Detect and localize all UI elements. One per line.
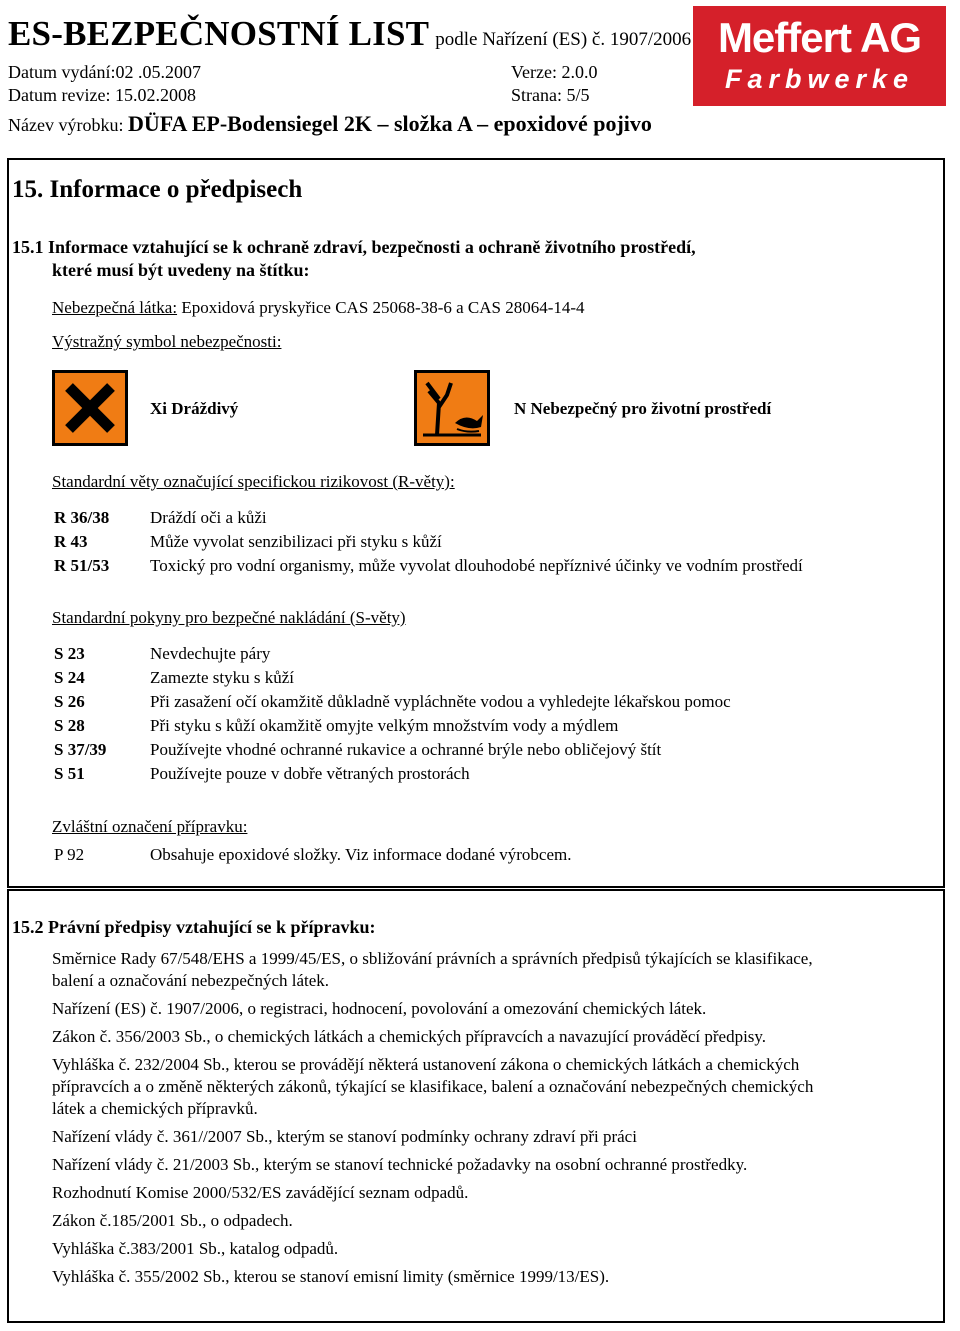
r-code: R 51/53 [54, 556, 110, 575]
legal-line: balení a označování nebezpečných látek. [52, 971, 330, 990]
legal-line: Nařízení vlády č. 21/2003 Sb., kterým se stanoví technické požadavky na osobní ochranné prostředky. [52, 1155, 748, 1174]
legal-line: přípravcích a o změně některých zákonů, týkající se klasifikace, balení a označování nebezpečných chemických [52, 1077, 814, 1096]
logo-line2: Farbwerke [724, 64, 915, 94]
legal-line: Rozhodnutí Komise 2000/532/ES zavádějící seznam odpadů. [52, 1183, 469, 1202]
title-text: ES-BEZPEČNOSTNÍ LIST [8, 14, 430, 53]
r-text: Může vyvolat senzibilizaci při styku s kůží [150, 532, 442, 551]
r-code: R 43 [54, 532, 88, 551]
sub1-title-line2: které musí být uvedeny na štítku: [52, 260, 310, 280]
s-code: S 23 [54, 644, 85, 663]
legal-line: Zákon č.185/2001 Sb., o odpadech. [52, 1211, 293, 1230]
s-text: Nevdechujte páry [150, 644, 271, 663]
x-cross-icon [52, 370, 128, 446]
symbol-n-label: N Nebezpečný pro životní prostředí [514, 399, 772, 418]
r-phrases-heading: Standardní věty označující specifickou rizikovost (R-věty): [52, 472, 455, 491]
issue-date: Datum vydání:02 .05.2007 [8, 62, 201, 82]
s-code: S 28 [54, 716, 85, 735]
legal-line: Nařízení vlády č. 361//2007 Sb., kterým se stanoví podmínky ochrany zdraví při práci [52, 1127, 637, 1146]
s-text: Používejte pouze v dobře větraných prostorách [150, 764, 470, 783]
product-name: DÜFA EP-Bodensiegel 2K – složka A – epoxidové pojivo [127, 111, 652, 136]
r-code: R 36/38 [54, 508, 110, 527]
special-heading: Zvláštní označení přípravku: [52, 817, 248, 836]
hazard-substance-value: Epoxidová pryskyřice CAS 25068-38-6 a CAS 28064-14-4 [181, 298, 585, 317]
company-logo [693, 6, 946, 106]
s-phrases-heading: Standardní pokyny pro bezpečné nakládání (S-věty) [52, 608, 406, 627]
legal-line: Zákon č. 356/2003 Sb., o chemických látkách a chemických přípravcích a navazující prováděcí předpisy. [52, 1027, 767, 1046]
s-code: S 24 [54, 668, 85, 687]
hazard-substance-label: Nebezpečná látka: [52, 298, 178, 317]
r-text: Dráždí oči a kůži [150, 508, 267, 527]
document-title [8, 14, 691, 54]
symbol-xi-label: Xi Dráždivý [150, 399, 239, 418]
sub1-title-line1: 15.1 Informace vztahující se k ochraně zdraví, bezpečnosti a ochraně životního prostředí, [12, 237, 696, 257]
r-text: Toxický pro vodní organismy, může vyvolat dlouhodobé nepříznivé účinky ve vodním prostředí [150, 556, 803, 575]
s-text: Při styku s kůží okamžitě omyjte velkým množstvím vody a mýdlem [150, 716, 619, 735]
legal-line: Směrnice Rady 67/548/EHS a 1999/45/ES, o sbližování právních a správních předpisů týkajících se klasifikace, [52, 949, 813, 968]
s-code: S 26 [54, 692, 85, 711]
section-title: 15. Informace o předpisech [12, 176, 303, 203]
revision-date: Datum revize: 15.02.2008 [8, 85, 196, 105]
version: Verze: 2.0.0 [511, 62, 598, 82]
s-code: S 51 [54, 764, 85, 783]
page-number: Strana: 5/5 [511, 85, 590, 105]
logo-line1: Meffert AG [717, 14, 922, 61]
legal-line: Nařízení (ES) č. 1907/2006, o registraci, hodnocení, povolování a omezování chemických látek. [52, 999, 707, 1018]
product-label: Název výrobku: [8, 115, 124, 135]
sub2-title: 15.2 Právní předpisy vztahující se k přípravku: [12, 917, 376, 937]
special-text: Obsahuje epoxidové složky. Viz informace dodané výrobcem. [150, 845, 572, 864]
legal-line: látek a chemických přípravků. [52, 1099, 258, 1118]
product-line [8, 111, 652, 137]
s-text: Používejte vhodné ochranné rukavice a ochranné brýle nebo obličejový štít [150, 740, 662, 759]
legal-line: Vyhláška č. 355/2002 Sb., kterou se stanoví emisní limity (směrnice 1999/13/ES). [52, 1267, 610, 1286]
s-code: S 37/39 [54, 740, 107, 759]
s-text: Při zasažení očí okamžitě důkladně vypláchněte vodou a vyhledejte lékařskou pomoc [150, 692, 731, 711]
hazard-substance [52, 298, 585, 318]
legal-line: Vyhláška č. 232/2004 Sb., kterou se provádějí některá ustanovení zákona o chemických látkách a chemických [52, 1055, 800, 1074]
dead-tree-fish-icon [414, 370, 490, 446]
legal-line: Vyhláška č.383/2001 Sb., katalog odpadů. [52, 1239, 339, 1258]
regulation-text: podle Nařízení (ES) č. 1907/2006 [435, 29, 692, 50]
special-code: P 92 [54, 845, 85, 864]
s-text: Zamezte styku s kůží [150, 668, 294, 687]
warning-symbol-label: Výstražný symbol nebezpečnosti: [52, 332, 282, 351]
